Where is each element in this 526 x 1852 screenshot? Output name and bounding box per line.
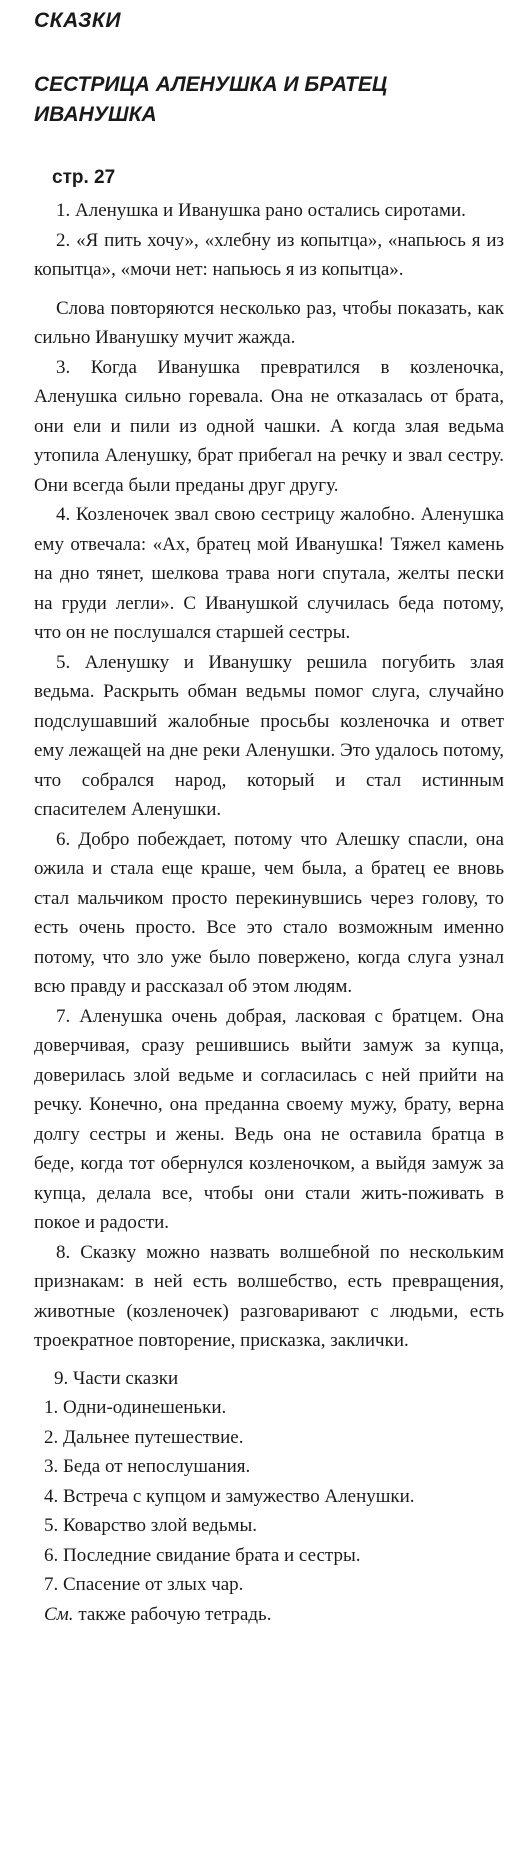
story-parts-heading: 9. Части сказки bbox=[54, 1367, 179, 1389]
story-parts-list bbox=[34, 1364, 504, 1600]
section-title: СКАЗКИ bbox=[34, 9, 121, 32]
story-part-item: 4. Встреча с купцом и замужество Аленушки. bbox=[44, 1485, 415, 1507]
page-reference: стр. 27 bbox=[52, 167, 116, 188]
story-part-item: 2. Дальнее путешествие. bbox=[44, 1426, 244, 1448]
story-part-item: 6. Последние свидание брата и сестры. bbox=[44, 1544, 361, 1566]
answers-block bbox=[34, 196, 504, 1356]
answer-paragraph: 7. Аленушка очень добрая, ласковая с братцем. Она доверчивая, сразу решившись выйти замуж за купца, доверилась злой ведьме и согласилась с ней прийти на речку. Конечно, она преданна своему мужу, брату, верна долгу сестры и жены. Ведь она не оставила братца в беде, когда тот обернулся козленочком, а выйдя замуж за купца, делала все, чтобы они стали жить-поживать в покое и радости. bbox=[34, 1005, 504, 1233]
see-also-abbr: См. bbox=[44, 1603, 74, 1625]
story-part-item: 5. Коварство злой ведьмы. bbox=[44, 1515, 258, 1536]
answer-paragraph: 6. Добро побеждает, потому что Алешку спасли, она ожила и стала еще краше, чем была, а братец ее вновь стал мальчиком просто перекинувшись через голову, то есть очень просто. Все это стало возможным именно потому, что зло уже было повержено, когда слуга узнал всю правду и рассказал об этом людям. bbox=[34, 828, 504, 997]
answer-paragraph: 3. Когда Иванушка превратился в козленочка, Аленушка сильно горевала. Она не отказалась от брата, они ели и пили из одной чашки. А когда злая ведьма утопила Аленушку, брат прибегал на речку и звал сестру. Они всегда были преданы друг другу. bbox=[34, 356, 504, 496]
answer-paragraph: 1. Аленушка и Иванушка рано остались сиротами. bbox=[56, 200, 466, 221]
answer-paragraph: 8. Сказку можно назвать волшебной по нескольким признакам: в ней есть волшебство, есть превращения, животные (козленочек) разговаривают с людьми, есть троекратное повторение, присказка, заклички. bbox=[34, 1241, 504, 1351]
answer-paragraph: Слова повторяются несколько раз, чтобы показать, как сильно Иванушку мучит жажда. bbox=[34, 297, 504, 348]
see-also-text: также рабочую тетрадь. bbox=[73, 1603, 272, 1625]
answer-paragraph: 4. Козленочек звал свою сестрицу жалобно. Аленушка ему отвечала: «Ах, братец мой Иванушка! Тяжел камень на дно тянет, шелкова трава ноги спутала, желты пески на груди легли». С Иванушкой случилась беда потому, что он не послушался старшей сестры. bbox=[34, 504, 504, 643]
see-also-note bbox=[44, 1600, 504, 1630]
answer-paragraph: 5. Аленушку и Иванушку решила погубить злая ведьма. Раскрыть обман ведьмы помог слуга, случайно подслушавший жалобные просьбы козленочка и ответ ему лежащей на дне реки Аленушки. Это удалось потому, что собрался народ, который и стал истинным спасителем Аленушки. bbox=[34, 651, 504, 820]
story-part-item: 1. Одни-одинешеньки. bbox=[44, 1397, 227, 1418]
answer-paragraph: 2. «Я пить хочу», «хлебну из копытца», «напьюсь я из копытца», «мочи нет: напьюсь я из копытца». bbox=[34, 229, 504, 280]
story-part-item: 3. Беда от непослушания. bbox=[44, 1456, 251, 1477]
story-part-item: 7. Спасение от злых чар. bbox=[44, 1574, 244, 1595]
story-title: СЕСТРИЦА АЛЕНУШКА И БРАТЕЦ ИВАНУШКА bbox=[34, 73, 388, 126]
